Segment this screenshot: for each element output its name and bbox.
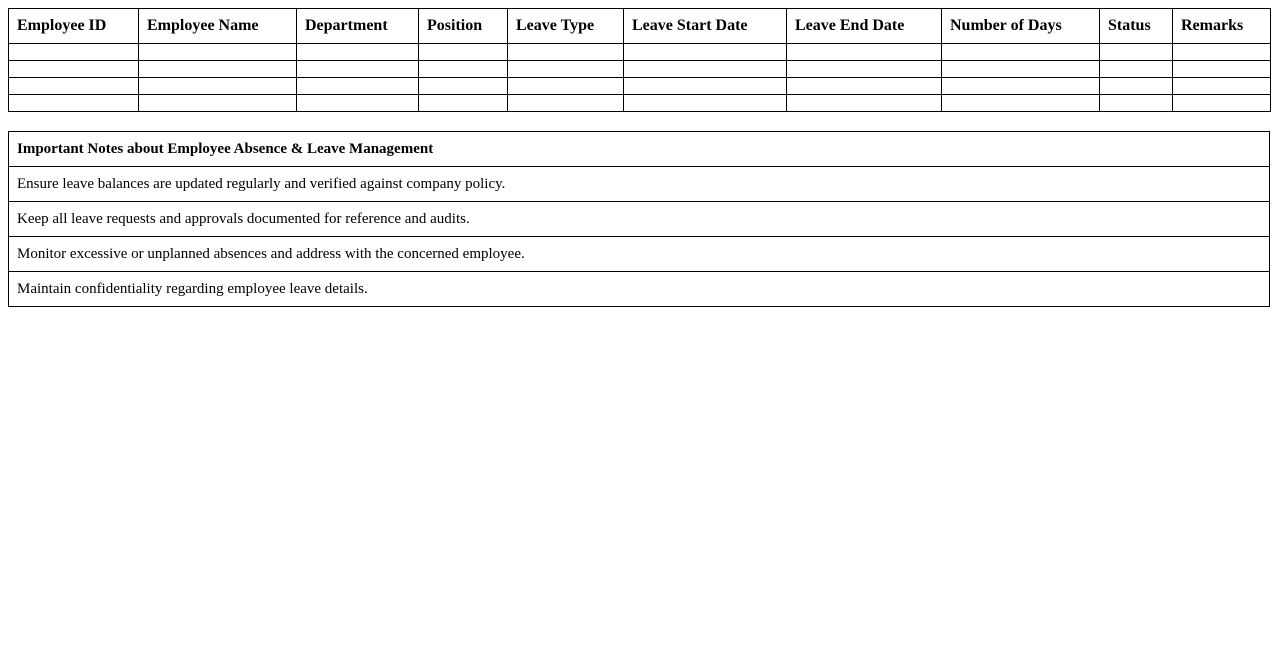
- leave-records-table: [8, 8, 1271, 112]
- table-cell[interactable]: [139, 78, 297, 95]
- table-cell[interactable]: [942, 44, 1100, 61]
- note-row: [9, 167, 1270, 202]
- table-cell[interactable]: [297, 61, 419, 78]
- table-cell[interactable]: [787, 95, 942, 112]
- table-cell[interactable]: [419, 78, 508, 95]
- note-row: [9, 237, 1270, 272]
- header-department: Department: [297, 9, 419, 44]
- header-leave-start-date: Leave Start Date: [624, 9, 787, 44]
- table-cell[interactable]: [1100, 95, 1173, 112]
- table-cell[interactable]: [9, 78, 139, 95]
- table-cell[interactable]: [508, 44, 624, 61]
- table-cell[interactable]: [297, 78, 419, 95]
- notes-title-row: [9, 132, 1270, 167]
- header-position: Position: [419, 9, 508, 44]
- table-cell[interactable]: [942, 61, 1100, 78]
- table-cell[interactable]: [9, 95, 139, 112]
- header-remarks: Remarks: [1173, 9, 1271, 44]
- table-cell[interactable]: [1173, 61, 1271, 78]
- table-cell[interactable]: [942, 78, 1100, 95]
- table-cell[interactable]: [139, 61, 297, 78]
- header-number-of-days: Number of Days: [942, 9, 1100, 44]
- note-item: Ensure leave balances are updated regularly and verified against company policy.: [9, 167, 1270, 202]
- note-row: [9, 202, 1270, 237]
- header-leave-end-date: Leave End Date: [787, 9, 942, 44]
- table-cell[interactable]: [297, 95, 419, 112]
- table-cell[interactable]: [1100, 61, 1173, 78]
- header-status: Status: [1100, 9, 1173, 44]
- table-cell[interactable]: [787, 78, 942, 95]
- table-cell[interactable]: [624, 95, 787, 112]
- table-cell[interactable]: [787, 44, 942, 61]
- table-row: [9, 95, 1271, 112]
- table-cell[interactable]: [624, 44, 787, 61]
- table-cell[interactable]: [624, 61, 787, 78]
- table-row: [9, 44, 1271, 61]
- table-cell[interactable]: [419, 44, 508, 61]
- note-row: [9, 272, 1270, 307]
- table-cell[interactable]: [9, 44, 139, 61]
- table-cell[interactable]: [942, 95, 1100, 112]
- table-cell[interactable]: [508, 78, 624, 95]
- table-cell[interactable]: [508, 61, 624, 78]
- table-cell[interactable]: [419, 61, 508, 78]
- table-cell[interactable]: [9, 61, 139, 78]
- header-employee-name: Employee Name: [139, 9, 297, 44]
- note-item: Monitor excessive or unplanned absences and address with the concerned employee.: [9, 237, 1270, 272]
- table-cell[interactable]: [139, 44, 297, 61]
- table-cell[interactable]: [1100, 44, 1173, 61]
- table-cell[interactable]: [1100, 78, 1173, 95]
- table-row: [9, 61, 1271, 78]
- table-cell[interactable]: [624, 78, 787, 95]
- table-cell[interactable]: [1173, 44, 1271, 61]
- table-cell[interactable]: [139, 95, 297, 112]
- table-cell[interactable]: [1173, 95, 1271, 112]
- important-notes-table: [8, 131, 1270, 307]
- note-item: Keep all leave requests and approvals documented for reference and audits.: [9, 202, 1270, 237]
- table-header-row: [9, 9, 1271, 44]
- table-cell[interactable]: [787, 61, 942, 78]
- table-cell[interactable]: [419, 95, 508, 112]
- notes-title: Important Notes about Employee Absence & Leave Management: [9, 132, 1270, 167]
- table-row: [9, 78, 1271, 95]
- table-cell[interactable]: [297, 44, 419, 61]
- table-cell[interactable]: [508, 95, 624, 112]
- header-leave-type: Leave Type: [508, 9, 624, 44]
- document-body: [8, 8, 1270, 307]
- header-employee-id: Employee ID: [9, 9, 139, 44]
- note-item: Maintain confidentiality regarding employee leave details.: [9, 272, 1270, 307]
- table-cell[interactable]: [1173, 78, 1271, 95]
